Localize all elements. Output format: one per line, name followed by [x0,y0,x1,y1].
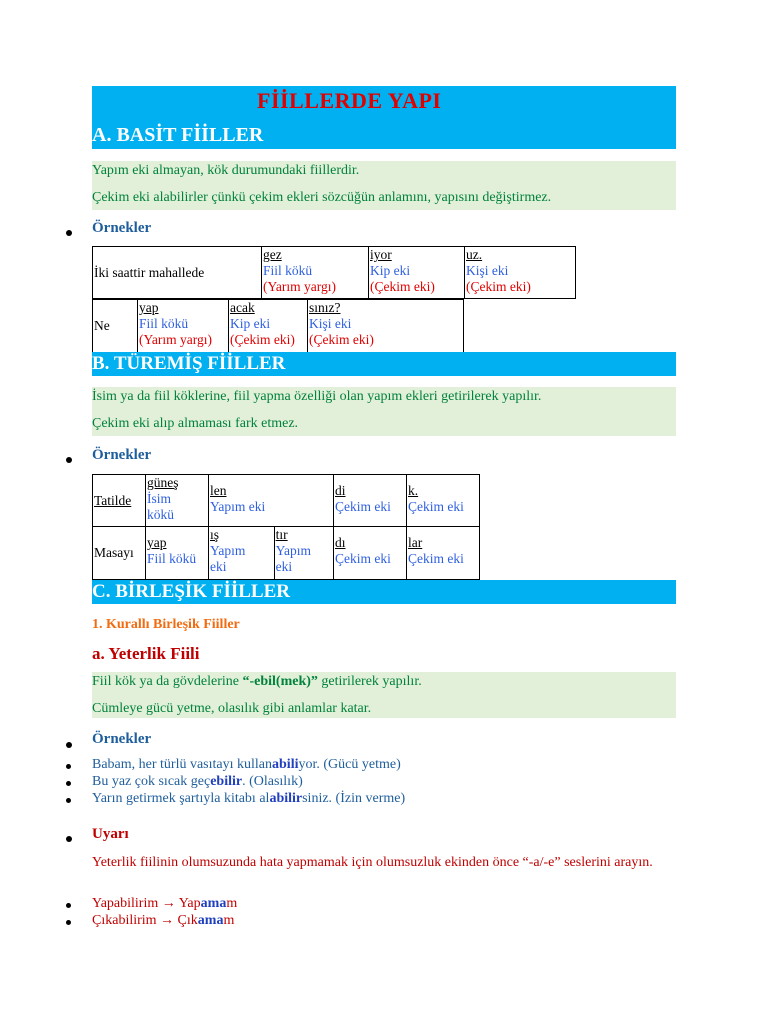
section-b-table [92,474,480,580]
morpheme: dı [335,535,346,550]
morpheme-type: Fiil kökü [263,263,313,278]
section-c-examples-label: Örnekler [92,731,152,747]
list-item [92,757,401,773]
table-cell [334,527,407,580]
section-a-line-1: Yapım eki almayan, kök durumundaki fiillerdir. [92,163,360,178]
morpheme-type: Çekim eki [408,551,464,566]
bullet-icon [66,798,71,803]
list-item [92,896,237,912]
morpheme-type: Fiil kökü [139,316,189,331]
table-cell [146,475,209,527]
table-cell-lead: Ne [93,300,138,353]
list-text: yor. (Gücü yetme) [298,757,401,772]
morpheme-note: (Çekim eki) [370,279,435,294]
morpheme: uz. [466,247,483,262]
list-text: m [226,896,238,911]
section-b-examples-label: Örnekler [92,447,152,463]
section-a-table-1 [92,246,576,299]
morpheme: yap [147,535,167,550]
bullet-icon [66,764,71,769]
table-cell [334,475,407,527]
table-cell [369,247,465,299]
section-b-line-2: Çekim eki alıp almaması fark etmez. [92,416,299,431]
morpheme-type: Kişi eki [466,263,509,278]
line-text: Fiil kök ya da gövdelerine [92,674,243,689]
list-text: Yapabilirim → Yap [92,896,201,911]
morpheme: gez [263,247,282,262]
bullet-icon [66,742,72,748]
morpheme-type: Çekim eki [335,551,391,566]
line-emphasis: “-ebil(mek)” [242,674,318,689]
list-text: . (Olasılık) [242,774,303,789]
list-highlight: abili [272,757,299,772]
table-cell [262,247,369,299]
bullet-icon [66,903,71,908]
bullet-icon [66,781,71,786]
morpheme-note: (Yarım yargı) [263,279,336,294]
morpheme-type: Yapım eki [275,543,312,574]
page-title: FİİLLERDE YAPI [257,88,442,113]
section-b-line-1: İsim ya da fiil köklerine, fiil yapma özelliği olan yapım ekleri getirilerek yapılır. [92,389,542,404]
morpheme: di [335,483,346,498]
section-a-title: A. BASİT FİİLLER [92,124,264,146]
section-c-line-1 [92,674,422,690]
list-item [92,913,234,929]
table-cell [209,527,275,580]
morpheme-type: Çekim eki [335,499,391,514]
morpheme-type: Yapım eki [210,543,246,574]
morpheme-note: (Çekim eki) [230,332,295,347]
morpheme: len [210,483,227,498]
line-text: getirilerek yapılır. [317,674,422,689]
list-item [92,791,405,807]
table-cell [146,527,209,580]
list-highlight: ama [200,896,227,911]
section-a-table-2 [92,299,464,353]
section-b-note [92,387,676,436]
morpheme-type: Yapım eki [210,499,266,514]
list-text: siniz. (İzin verme) [302,791,406,806]
list-item [92,774,303,790]
table-cell [407,527,480,580]
table-cell [209,475,334,527]
bullet-icon [66,920,71,925]
morpheme: k. [408,483,419,498]
subheading-yeterlik: a. Yeterlik Fiili [92,644,200,663]
list-text: m [223,913,235,928]
table-cell [138,300,229,353]
morpheme-type: Kişi eki [309,316,352,331]
table-lead-text: Tatilde [94,492,132,508]
morpheme-note: (Yarım yargı) [139,332,212,347]
morpheme: sınız? [309,300,341,315]
table-cell [308,300,464,353]
morpheme-note: (Çekim eki) [466,279,531,294]
morpheme: tır [275,527,288,542]
bullet-icon [66,457,72,463]
bullet-icon [66,836,72,842]
morpheme-type: Fiil kökü [147,551,197,566]
list-highlight: ama [197,913,224,928]
morpheme-type: Kip eki [370,263,411,278]
morpheme-type: Kip eki [230,316,271,331]
table-cell [465,247,576,299]
title-band [92,86,676,149]
list-text: Yarın getirmek şartıyla kitabı al [92,791,270,806]
morpheme: yap [139,300,159,315]
section-a-line-2: Çekim eki alabilirler çünkü çekim ekleri sözcüğün anlamını, yapısını değiştirmez. [92,190,552,205]
section-c-line-2: Cümleye gücü yetme, olasılık gibi anlamlar katar. [92,701,372,716]
section-a-note [92,161,676,210]
table-cell-lead: Masayı [93,527,146,580]
bullet-icon [66,230,72,236]
warning-text: Yeterlik fiilinin olumsuzunda hata yapmamak için olumsuzluk ekinden önce “-a/-e” seslerini arayın. [92,855,653,870]
morpheme-note: (Çekim eki) [309,332,374,347]
table-cell [274,527,333,580]
subheading-kuralli: 1. Kurallı Birleşik Fiiller [92,617,240,632]
morpheme-type: İsim kökü [147,491,174,522]
section-b-title: B. TÜREMİŞ FİİLLER [92,352,676,376]
morpheme-type: Çekim eki [408,499,464,514]
morpheme: lar [408,535,423,550]
table-cell [407,475,480,527]
table-cell [229,300,308,353]
table-cell-lead: İki saattir mahallede [93,247,262,299]
table-cell-lead [93,475,146,527]
section-a-examples-label: Örnekler [92,220,152,236]
morpheme: ış [210,527,220,542]
morpheme: iyor [370,247,392,262]
section-c-note [92,672,676,718]
list-text: Babam, her türlü vasıtayı kullan [92,757,273,772]
list-highlight: abilir [269,791,303,806]
list-highlight: ebilir [210,774,243,789]
list-text: Bu yaz çok sıcak geç [92,774,211,789]
section-c-title: C. BİRLEŞİK FİİLLER [92,580,676,604]
morpheme: güneş [147,475,179,490]
warning-title: Uyarı [92,826,129,842]
list-text: Çıkabilirim → Çık [92,913,198,928]
morpheme: acak [230,300,255,315]
